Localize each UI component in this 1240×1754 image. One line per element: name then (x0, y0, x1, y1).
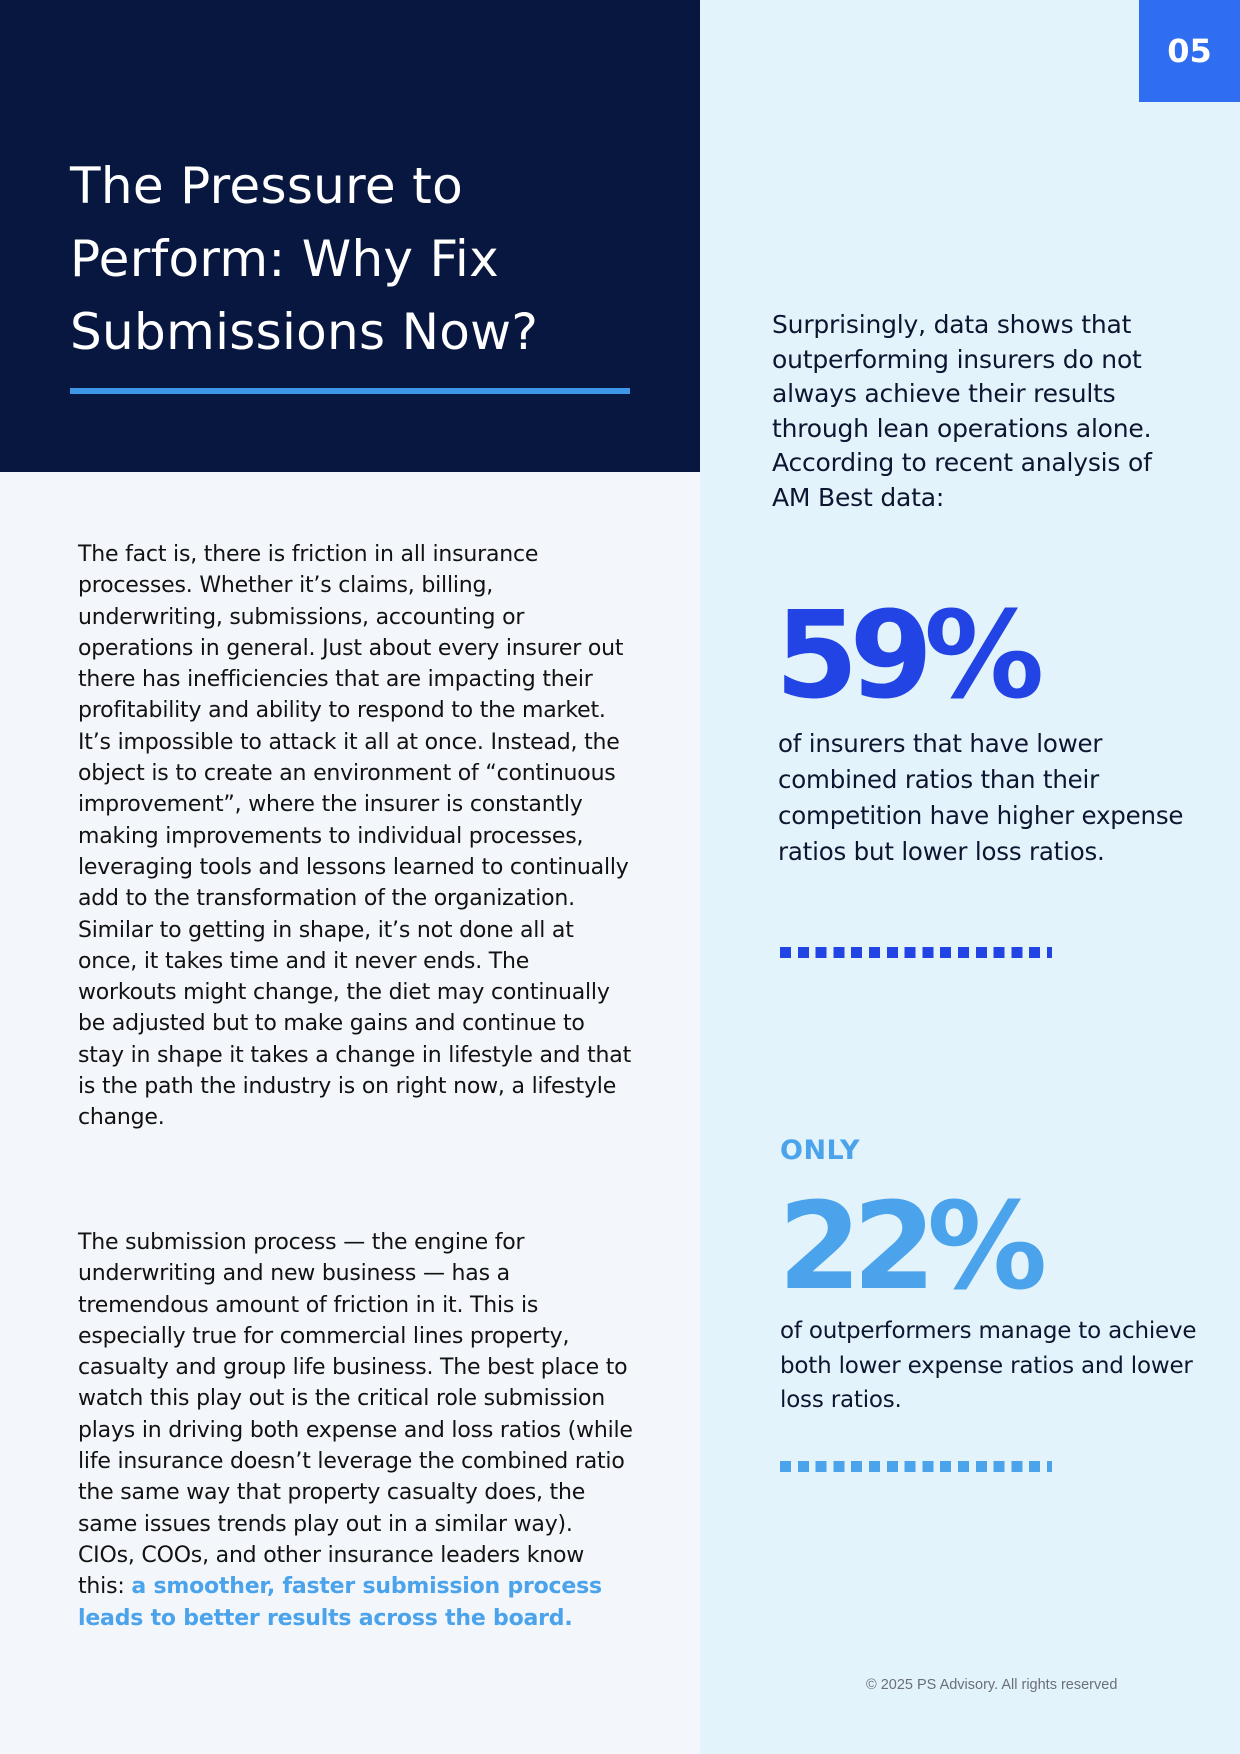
stat-description-1: of insurers that have lower combined ratios than their competition have higher expense ratios but lower loss ratios. (778, 729, 1184, 866)
dotted-divider-2 (780, 1461, 1052, 1472)
stat-value-59: 59% (775, 587, 1036, 726)
title-underline (70, 388, 630, 394)
body-paragraph-2 (78, 1227, 633, 1634)
page-number: 05 (1167, 32, 1212, 70)
page-title: The Pressure to Perform: Why Fix Submissions Now? (70, 157, 539, 361)
dotted-divider-1 (780, 947, 1052, 958)
right-panel (700, 0, 1240, 1754)
stat-description-2: of outperformers manage to achieve both lower expense ratios and lower loss ratios. (780, 1318, 1197, 1413)
body-paragraph-1: The fact is, there is friction in all insurance processes. Whether it’s claims, billing, underwriting, submissions, accounting or operations in general. Just about every insurer out there has inefficiencies that are impacting their profitability and ability to respond to the market. It’s impossible to attack it all at once. Instead, the object is to create an environment of “continuous improvement”, where the insurer is constantly making improvements to individual processes, leveraging tools and lessons learned to continually add to the transformation of the organization. Similar to getting in shape, it’s not done all at once, it takes time and it never ends. The workouts might change, the diet may continually be adjusted but to make gains and continue to stay in shape it takes a change in lifestyle and that is the path the industry is on right now, a lifestyle change. (78, 542, 631, 1131)
stat-value-22: 22% (778, 1178, 1039, 1317)
intro-text: Surprisingly, data shows that outperforming insurers do not always achieve their results through lean operations alone. According to recent analysis of AM Best data: (772, 310, 1152, 512)
stat-label-only: ONLY (780, 1135, 861, 1166)
highlight-text: a smoother, faster submission process leads to better results across the board. (78, 1574, 602, 1631)
page-number-badge (1139, 0, 1240, 102)
body-paragraph-2-text: The submission process — the engine for underwriting and new business — has a tremendous amount of friction in it. This is especially true for commercial lines property, casualty and group life business. The best place to watch this play out is the critical role submission plays in driving both expense and loss ratios (while life insurance doesn’t leverage the combined ratio the same way that property casualty does, the same issues trends play out in a similar way). CIOs, COOs, and other insurance leaders know this: (78, 1230, 633, 1600)
copyright-footer: © 2025 PS Advisory. All rights reserved (866, 1677, 1118, 1693)
title-header-block (0, 0, 700, 472)
